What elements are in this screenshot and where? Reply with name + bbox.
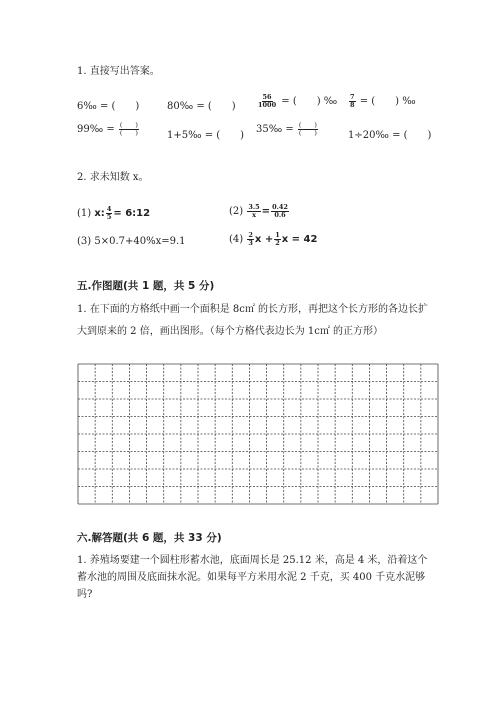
section-6-line-1: 1. 养殖场要建一个圆柱形蓄水池，底面周长是 25.12 米，高是 4 米，沿着这个 — [77, 555, 428, 566]
q1-item-2: 80‰ = ( ) — [167, 101, 236, 112]
equation-4: (4) $\frac{2}{3}$ x + $\frac{1}{2}$ x = 42 — [229, 231, 318, 247]
grid-svg — [77, 363, 439, 505]
q1-item-1: 6‰ = ( ) — [77, 101, 140, 112]
fraction: $\frac{56}{1000}$ — [258, 93, 277, 109]
section-6-line-2: 蓄水池的周围及底面抹水泥。如果每平方米用水泥 2 千克，买 400 千克水泥够 — [77, 572, 426, 583]
section-6-heading: 六.解答题(共 6 题，共 33 分) — [77, 532, 222, 544]
section-5-heading: 五.作图题(共 1 题，共 5 分) — [77, 280, 215, 292]
q1-title: 1. 直接写出答案。 — [77, 66, 160, 77]
fraction: $\frac{4}{5}$ — [106, 205, 112, 221]
q1-item-8: 1÷20‰ = ( ) — [348, 130, 432, 141]
q2-title: 2. 求未知数 x。 — [77, 172, 149, 183]
q1-item-3: $\frac{56}{1000}$ = ( ) ‰ — [258, 93, 338, 109]
fraction: $\frac{7}{8}$ — [350, 93, 355, 109]
section-6-line-3: 吗? — [77, 589, 93, 600]
equation-1: (1) x: $\frac{4}{5}$ = 6:12 — [77, 205, 151, 221]
q1-item-5: 99‰ = $\frac{( )}{( )}$ — [77, 121, 138, 137]
q1-item-6: 1+5‰ = ( ) — [167, 130, 245, 141]
fraction: $\frac{3.5}{x}$ — [248, 203, 260, 219]
fraction: $\frac{( )}{( )}$ — [298, 121, 317, 137]
equation-3: (3) 5×0.7+40%x=9.1 — [77, 236, 186, 247]
equation-2: (2) $\frac{3.5}{x}$ = $\frac{0.42}{0.6}$ — [229, 203, 288, 219]
fraction: $\frac{0.42}{0.6}$ — [272, 203, 288, 219]
q1-item-7: 35‰ = $\frac{( )}{( )}$ — [256, 121, 317, 137]
q1-item-4: $\frac{7}{8}$ = ( ) ‰ — [350, 93, 416, 109]
section-5-line-2: 大到原来的 2 倍，画出图形。（每个方格代表边长为 1c㎡ 的正方形） — [77, 326, 384, 337]
grid-paper — [77, 363, 439, 505]
fraction: $\frac{( )}{( )}$ — [119, 121, 138, 137]
fraction: $\frac{2}{3}$ — [248, 231, 253, 247]
fraction: $\frac{1}{2}$ — [275, 231, 280, 247]
section-5-line-1: 1. 在下面的方格纸中画一个面积是 8c㎡ 的长方形，再把这个长方形的各边长扩 — [77, 304, 429, 315]
